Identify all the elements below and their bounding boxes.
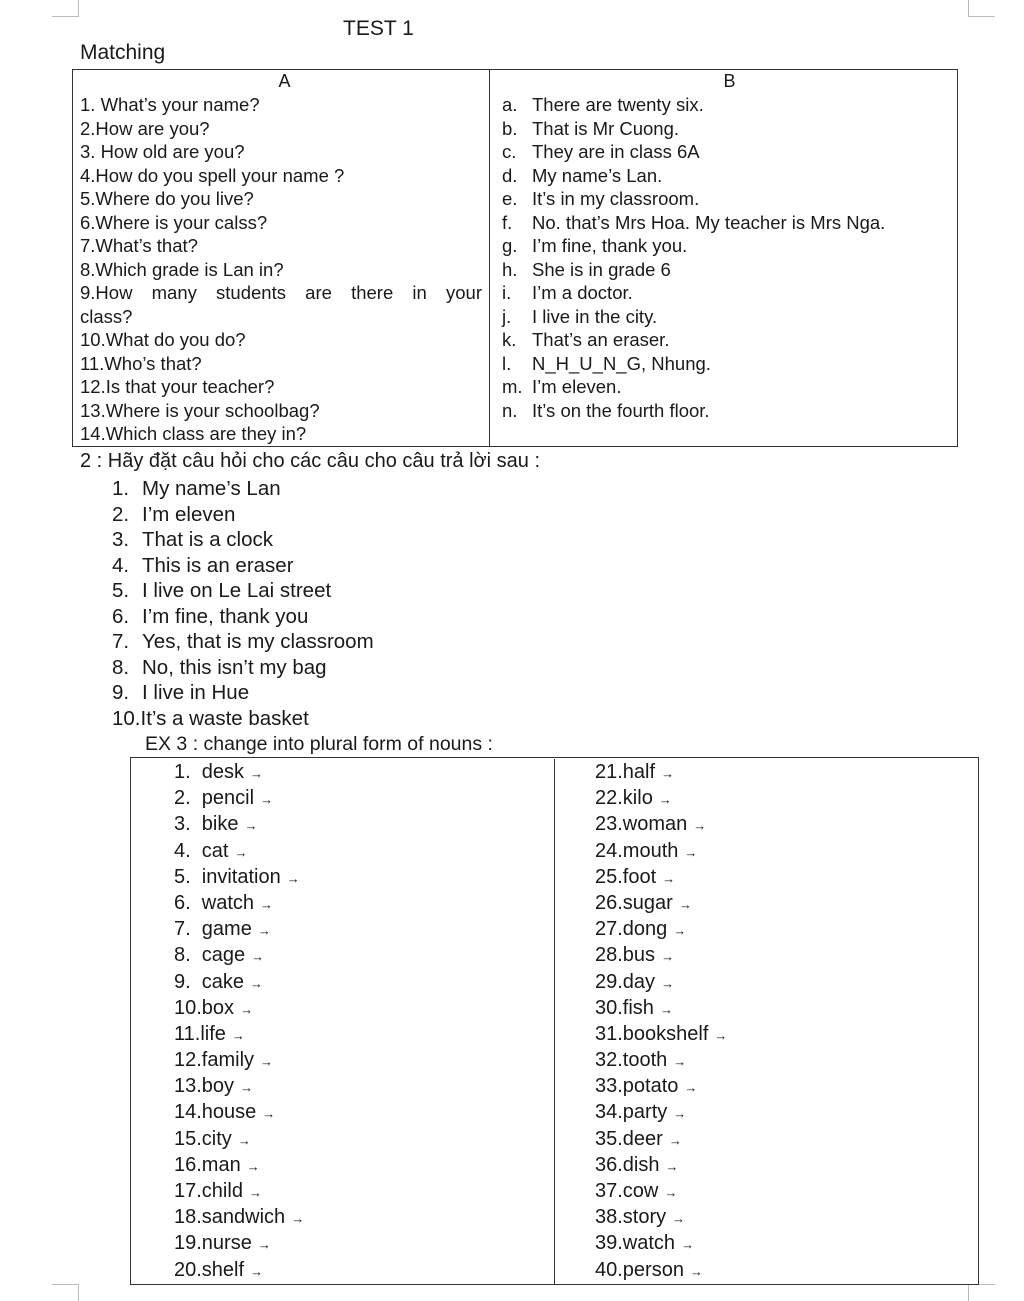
arrow-icon: → [714, 1027, 728, 1043]
list-item: 1. My name’s Lan [112, 477, 281, 500]
column-b-header: B [723, 71, 736, 91]
noun-item: 2. pencil → [174, 787, 274, 810]
noun-item: 9. cake → [174, 970, 264, 993]
noun-item: 34.party → [595, 1101, 687, 1124]
question-item: 8.Which grade is Lan in? [80, 258, 284, 280]
noun-item: 36.dish → [595, 1153, 679, 1176]
noun-item: 18.sandwich → [174, 1206, 305, 1229]
arrow-icon: → [262, 1106, 276, 1122]
arrow-icon: → [681, 1237, 695, 1253]
noun-item: 3. bike → [174, 813, 258, 836]
crop-mark-bottom-left [52, 1284, 79, 1301]
question-item: class? [80, 305, 133, 327]
arrow-icon: → [673, 923, 687, 939]
arrow-icon: → [673, 1054, 687, 1070]
noun-item: 29.day → [595, 970, 675, 993]
noun-item: 6. watch → [174, 891, 274, 914]
question-item: 6.Where is your calss? [80, 211, 268, 233]
question-item: 5.Where do you live? [80, 188, 254, 209]
arrow-icon: → [246, 1158, 260, 1174]
question-item: 10.What do you do? [80, 329, 246, 350]
arrow-icon: → [240, 1001, 254, 1017]
arrow-icon: → [664, 1185, 678, 1200]
arrow-icon: → [250, 1263, 264, 1279]
arrow-icon: → [260, 1054, 274, 1070]
noun-item: 30.fish → [595, 996, 673, 1019]
arrow-icon: → [244, 818, 258, 834]
noun-item: 25.foot → [595, 865, 676, 888]
arrow-icon: → [693, 818, 707, 834]
question-item: 12.Is that your teacher? [80, 376, 275, 397]
question-item: 4.How do you spell your name ? [80, 164, 345, 186]
plural-table [130, 757, 979, 1285]
arrow-icon: → [260, 896, 274, 912]
noun-item: 12.family → [174, 1049, 274, 1072]
list-item: 9. I live in Hue [112, 681, 250, 704]
question-item-justified: 9.How many students are there in your [80, 282, 482, 303]
noun-item: 22.kilo → [595, 787, 672, 810]
question-item: 2.How are you? [80, 117, 210, 139]
noun-item: 40.person → [595, 1258, 703, 1281]
arrow-icon: → [291, 1211, 305, 1227]
answer-item: n. It’s on the fourth floor. [502, 399, 710, 421]
noun-item: 16.man → [174, 1153, 260, 1176]
noun-item: 23.woman → [595, 813, 707, 836]
arrow-icon: → [286, 870, 300, 886]
list-item: 10.It’s a waste basket [112, 706, 309, 730]
noun-item: 14.house → [174, 1101, 276, 1124]
arrow-icon: → [237, 1132, 251, 1148]
answer-item: g. I’m fine, thank you. [502, 235, 688, 256]
plural-column-left [131, 759, 555, 1285]
arrow-icon: → [248, 1185, 262, 1200]
noun-item: 35.deer → [595, 1127, 682, 1150]
answer-item: m. I’m eleven. [502, 376, 622, 397]
arrow-icon: → [684, 844, 698, 860]
question-item: 14.Which class are they in? [80, 423, 307, 444]
noun-item: 39.watch → [595, 1232, 695, 1255]
noun-item: 15.city → [174, 1127, 251, 1150]
crop-mark-top-left [52, 0, 79, 17]
noun-item: 32.tooth → [595, 1049, 687, 1072]
plural-column-right [555, 759, 727, 1283]
list-item: 2. I’m eleven [112, 502, 236, 526]
matching-table [72, 69, 958, 447]
noun-item: 13.boy → [174, 1075, 254, 1098]
crop-mark-bottom-right [968, 1284, 995, 1301]
noun-item: 31.bookshelf → [595, 1022, 728, 1045]
arrow-icon: → [240, 1080, 254, 1096]
noun-item: 21.half → [595, 761, 675, 783]
arrow-icon: → [673, 1106, 687, 1122]
arrow-icon: → [260, 792, 274, 808]
crop-mark-top-right [968, 0, 995, 17]
arrow-icon: → [250, 766, 264, 781]
matching-column-a [73, 70, 490, 446]
arrow-icon: → [661, 949, 675, 965]
noun-item: 17.child → [174, 1180, 262, 1202]
answer-item: j. I live in the city. [502, 305, 658, 327]
arrow-icon: → [684, 1080, 698, 1096]
answer-item: f. No. that’s Mrs Hoa. My teacher is Mrs Nga. [502, 211, 886, 233]
page-title: TEST 1 [343, 17, 414, 40]
question-item: 1. What’s your name? [80, 94, 260, 115]
noun-item: 24.mouth → [595, 839, 698, 862]
answer-item: l. N_H_U_N_G, Nhung. [502, 352, 711, 374]
noun-item: 1. desk → [174, 761, 264, 783]
list-item: 7. Yes, that is my classroom [112, 630, 374, 653]
noun-item: 19.nurse → [174, 1232, 271, 1255]
column-a-header: A [278, 71, 291, 91]
answer-item: k. That’s an eraser. [502, 329, 670, 350]
answer-item: h. She is in grade 6 [502, 258, 671, 280]
answer-item: b. That is Mr Cuong. [502, 117, 680, 139]
list-item: 6. I’m fine, thank you [112, 604, 309, 628]
arrow-icon: → [231, 1027, 245, 1043]
noun-item: 33.potato → [595, 1075, 698, 1098]
arrow-icon: → [672, 1211, 686, 1227]
arrow-icon: → [662, 870, 676, 886]
noun-item: 20.shelf → [174, 1258, 264, 1281]
arrow-icon: → [661, 766, 675, 781]
list-item: 8. No, this isn’t my bag [112, 655, 327, 679]
noun-item: 10.box → [174, 996, 254, 1019]
noun-item: 27.dong → [595, 918, 687, 941]
matching-column-b [490, 70, 957, 446]
noun-item: 26.sugar → [595, 891, 692, 914]
list-item: 4. This is an eraser [112, 553, 294, 577]
arrow-icon: → [659, 1001, 673, 1017]
section-matching-title: Matching [80, 41, 166, 64]
arrow-icon: → [665, 1158, 679, 1174]
arrow-icon: → [678, 896, 692, 912]
question-item: 11.Who’s that? [80, 352, 202, 374]
noun-item: 28.bus → [595, 944, 675, 967]
noun-item: 38.story → [595, 1206, 686, 1229]
arrow-icon: → [689, 1263, 703, 1279]
question-item: 7.What’s that? [80, 235, 198, 256]
noun-item: 4. cat → [174, 839, 248, 862]
noun-item: 5. invitation → [174, 865, 300, 888]
arrow-icon: → [251, 949, 265, 965]
noun-item: 11.life → [174, 1022, 245, 1045]
arrow-icon: → [250, 975, 264, 991]
arrow-icon: → [658, 792, 672, 808]
arrow-icon: → [234, 844, 248, 860]
list-item: 5. I live on Le Lai street [112, 579, 332, 602]
noun-item: 37.cow → [595, 1180, 678, 1202]
answer-item: i. I’m a doctor. [502, 282, 633, 303]
question-item: 3. How old are you? [80, 141, 245, 162]
list-item: 3. That is a clock [112, 528, 274, 551]
arrow-icon: → [257, 1237, 271, 1253]
section-questions-title: 2 : Hãy đặt câu hỏi cho các câu cho câu trả lời sau : [80, 450, 541, 472]
answer-item: d. My name’s Lan. [502, 164, 663, 186]
arrow-icon: → [257, 923, 271, 939]
question-item: 13.Where is your schoolbag? [80, 399, 320, 421]
section-plural-title: EX 3 : change into plural form of nouns : [145, 733, 493, 755]
answer-item: e. It’s in my classroom. [502, 188, 700, 209]
answer-item: a. There are twenty six. [502, 94, 704, 115]
noun-item: 7. game → [174, 918, 271, 941]
arrow-icon: → [668, 1132, 682, 1148]
noun-item: 8. cage → [174, 944, 265, 967]
questions-list [112, 476, 374, 731]
arrow-icon: → [661, 975, 675, 991]
answer-item: c. They are in class 6A [502, 141, 700, 162]
